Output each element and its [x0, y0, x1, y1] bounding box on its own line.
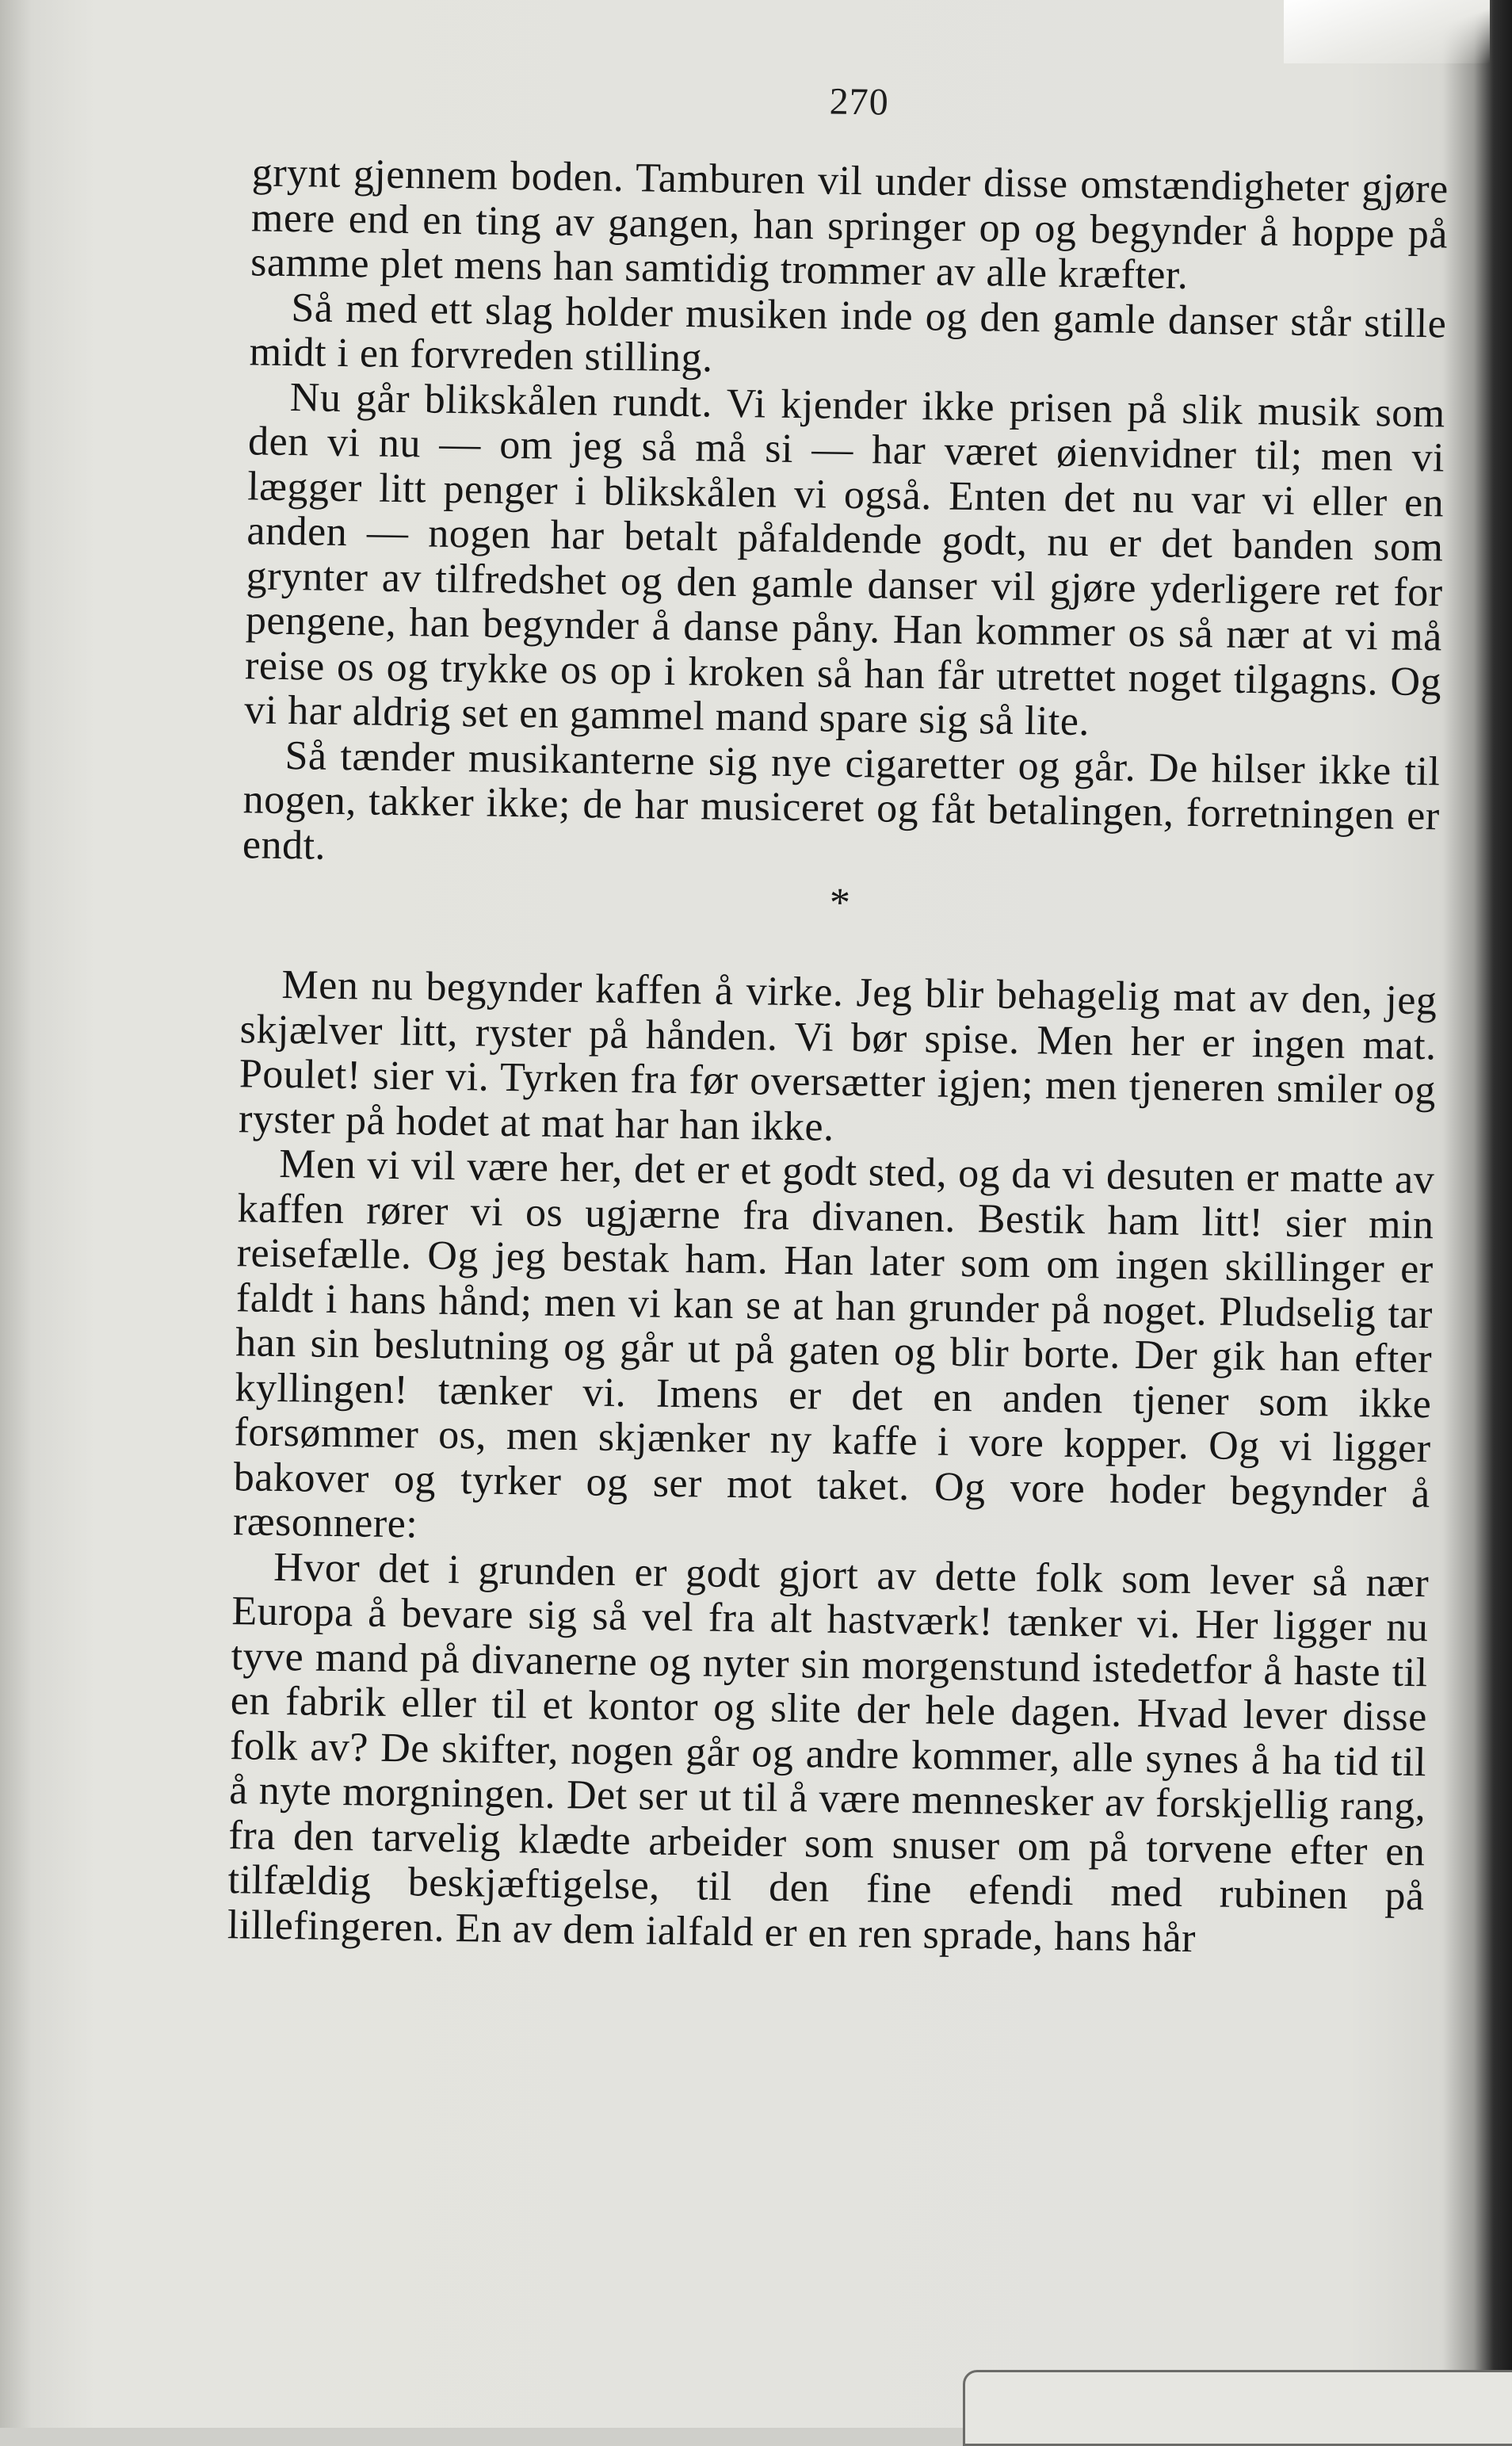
paragraph-6: Men vi vil være her, det er et godt sted, og da vi desuten er matte av kaffen rører vi os ugjærne fra divanen. Bestik ham litt! sier min reisefælle. Og jeg bestak ham. Han later som om ingen skillinger er faldt i hans hånd; men vi kan se at han grunder på noget. Pludselig tar han sin beslutning og går ut på gaten og blir borte. Der gik han efter kyllingen! tænker vi. Imens er det en anden tjener som ikke forsømmer os, men skjænker ny kaffe i vore kopper. Og vi ligger bakover og tyrker og ser mot taket. Og vore hoder begynder å ræsonnere:	[232, 1141, 1435, 1547]
paragraph-5: Men nu begynder kaffen å virke. Jeg blir behagelig mat av den, jeg skjælver litt, ryster på hånden. Vi bør spise. Men her er ingen mat. Poulet! sier vi. Tyrken fra før oversætter igjen; men tjeneren smiler og ryster på hodet at mat har han ikke.	[238, 961, 1438, 1150]
paragraph-4: Så tænder musikanterne sig nye cigaretter og går. De hilser ikke til nogen, takker ikke; de har musiceret og fåt betalingen, forretningen er endt.	[242, 732, 1441, 869]
paragraph-2: Så med ett slag holder musiken inde og den gamle danser står stille midt i en forvreden stilling.	[249, 285, 1447, 381]
section-separator: *	[829, 880, 851, 926]
paragraph-1: grynt gjennem boden. Tamburen vil under disse omstændigheter gjøre mere end en ting av gangen, han springer op og begynder å hoppe på samme plet mens han samtidig trommer av alle kræfter.	[250, 150, 1449, 298]
paragraph-3: Nu går blikskålen rundt. Vi kjender ikke prisen på slik musik som den vi nu — om jeg så må si — har været øienvidner til; men vi lægger litt penger i blikskålen vi også. Enten det nu var vi eller en anden — nogen har betalt påfaldende godt, nu er det banden som grynter av tilfredshet og den gamle danser vil gjøre yderligere ret for pengene, han begynder å danse pånу. Han kommer os så nær at vi må reise os og trykke os op i kroken så han får utrettet noget tilgagns. Og vi har aldrig set en gammel mand spare sig så lite.	[243, 374, 1446, 745]
body-text	[227, 151, 1449, 1964]
paragraph-7: Hvor det i grunden er godt gjort av dette folk som lever så nær Europa å bevare sig så vel fra alt hastværk! tænker vi. Her ligger nu tyve mand på divanerne og nyter sin morgenstund istedetfor å haste til en fabrik eller til et kontor og slite der hele dagen. Hvad lever disse folk av? De skifter, nogen går og andre kommer, alle synes å ha tid til å nyte morgningen. Det ser ut til å være mennesker av forskjellig rang, fra den tarvelig klædte arbeider som snuser om på torvene efter en tilfældig beskjæftigelse, til den fine efendi med rubinen på lillefingeren. En av dem ialfald er en ren sprade, hans hår	[227, 1544, 1430, 1961]
page-edge-tab	[963, 2370, 1512, 2446]
page-number: 270	[829, 80, 890, 124]
